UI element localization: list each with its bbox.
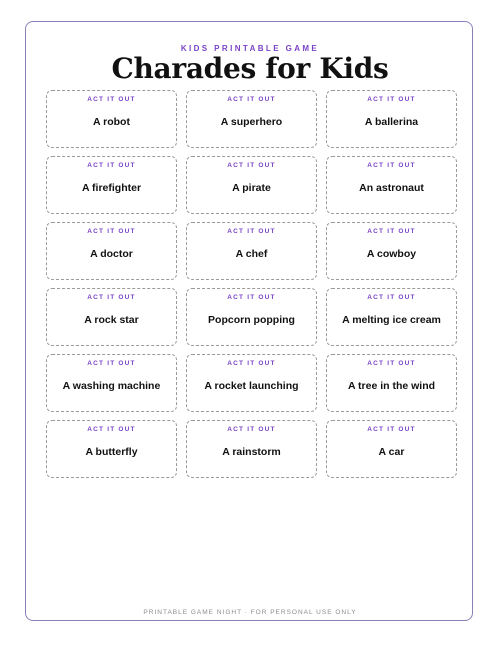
charade-card [46,156,177,214]
card-label: ACT IT OUT [87,96,136,103]
card-prompt: A firefighter [81,182,142,194]
card-label: ACT IT OUT [227,294,276,301]
charade-card [46,288,177,346]
charade-card [326,156,457,214]
card-label: ACT IT OUT [367,96,416,103]
card-prompt: A car [378,446,405,458]
card-label: ACT IT OUT [87,228,136,235]
charade-card [326,90,457,148]
card-prompt: A tree in the wind [347,380,436,392]
charade-card [186,156,317,214]
card-label: ACT IT OUT [367,360,416,367]
card-label: ACT IT OUT [367,294,416,301]
charades-card-grid [46,90,457,478]
card-prompt: A rock star [84,314,139,326]
charade-card [186,90,317,148]
card-prompt: A washing machine [62,380,161,392]
card-label: ACT IT OUT [87,162,136,169]
card-label: ACT IT OUT [227,426,276,433]
card-prompt: A ballerina [364,116,419,128]
card-prompt: A butterfly [85,446,138,458]
card-prompt: A cowboy [366,248,417,260]
card-prompt: A superhero [220,116,283,128]
charade-card [46,90,177,148]
charade-card [186,354,317,412]
card-label: ACT IT OUT [87,294,136,301]
card-label: ACT IT OUT [227,96,276,103]
card-prompt: A chef [235,248,268,260]
card-label: ACT IT OUT [367,228,416,235]
charade-card [46,222,177,280]
card-label: ACT IT OUT [87,360,136,367]
card-prompt: A doctor [90,248,133,260]
charade-card [326,354,457,412]
charade-card [326,288,457,346]
card-prompt: Popcorn popping [208,314,295,326]
page-title: Charades for Kids [111,52,389,85]
card-prompt: A pirate [232,182,271,194]
card-label: ACT IT OUT [367,426,416,433]
card-label: ACT IT OUT [227,360,276,367]
card-prompt: A rainstorm [222,446,281,458]
page-kicker: KIDS PRINTABLE GAME [180,44,320,53]
card-prompt: An astronaut [359,182,424,194]
page-footer: PRINTABLE GAME NIGHT · FOR PERSONAL USE ONLY [143,609,357,616]
card-prompt: A rocket launching [204,380,299,392]
charade-card [46,420,177,478]
charade-card [186,420,317,478]
card-label: ACT IT OUT [227,162,276,169]
card-label: ACT IT OUT [227,228,276,235]
charade-card [46,354,177,412]
card-label: ACT IT OUT [87,426,136,433]
charade-card [186,288,317,346]
charade-card [326,222,457,280]
charade-card [186,222,317,280]
card-prompt: A robot [93,116,130,128]
card-label: ACT IT OUT [367,162,416,169]
card-prompt: A melting ice cream [342,314,441,326]
charade-card [326,420,457,478]
